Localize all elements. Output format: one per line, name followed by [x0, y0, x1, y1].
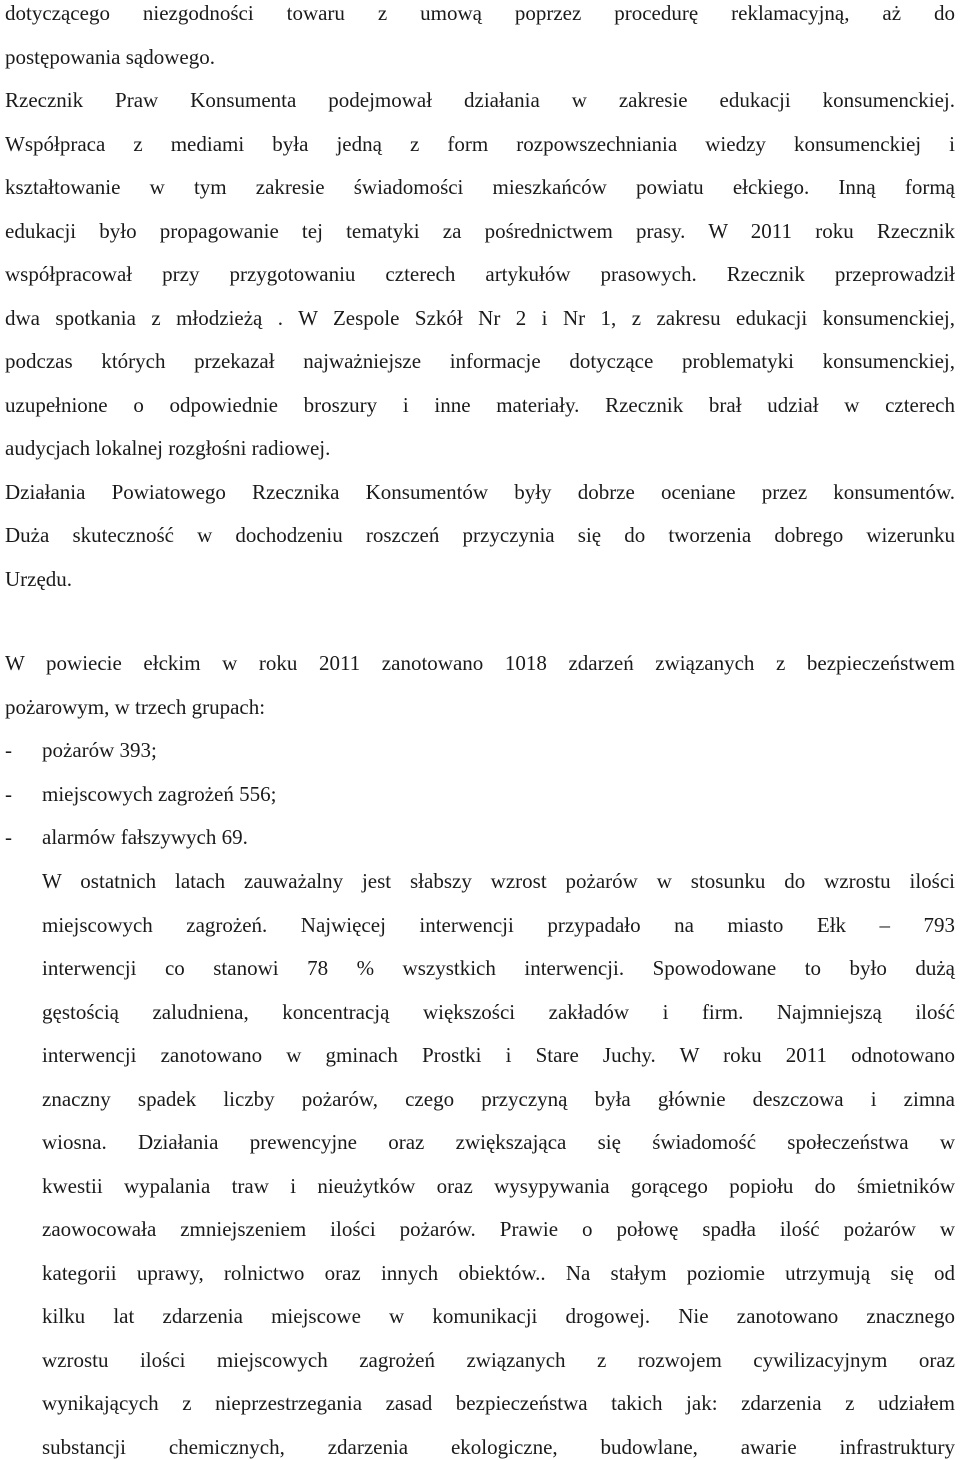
body-line: znaczny spadek liczby pożarów, czego przyczyną była głównie deszczowa i zimna — [42, 1086, 955, 1111]
body-line: kwestii wypalania traw i nieużytków oraz wysypywania gorącego popiołu do śmietników — [42, 1173, 955, 1198]
paragraph-line: postępowania sądowego. — [5, 44, 215, 69]
body-line: miejscowych zagrożeń. Najwięcej interwencji przypadało na miasto Ełk – 793 — [42, 912, 955, 937]
intro-line: pożarowym, w trzech grupach: — [5, 694, 266, 719]
paragraph-line: uzupełnione o odpowiednie broszury i inne materiały. Rzecznik brał udział w czterech — [5, 392, 955, 417]
paragraph-line: edukacji było propagowanie tej tematyki za pośrednictwem prasy. W 2011 roku Rzecznik — [5, 218, 955, 243]
body-line: interwencji zanotowano w gminach Prostki i Stare Juchy. W roku 2011 odnotowano — [42, 1043, 955, 1067]
list-item-text: pożarów 393; — [42, 738, 157, 762]
list-dash: - — [5, 738, 12, 762]
intro-line: W powiecie ełckim w roku 2011 zanotowano 1018 zdarzeń związanych z bezpieczeństwem — [5, 651, 955, 675]
body-line: wzrostu ilości miejscowych zagrożeń związanych z rozwojem cywilizacyjnym oraz — [42, 1347, 955, 1372]
paragraph-line: Współpraca z mediami była jedną z form rozpowszechniania wiedzy konsumenckiej i — [5, 131, 955, 156]
paragraph-line: dwa spotkania z młodzieżą . W Zespole Szkół Nr 2 i Nr 1, z zakresu edukacji konsumenckiej, — [5, 305, 955, 330]
paragraph-line: współpracował przy przygotowaniu czterech artykułów prasowych. Rzecznik przeprowadził — [5, 262, 955, 286]
paragraph-line: podczas których przekazał najważniejsze informacje dotyczące problematyki konsumenckiej, — [5, 349, 955, 373]
body-line: kategorii uprawy, rolnictwo oraz innych obiektów.. Na stałym poziomie utrzymują się od — [42, 1260, 955, 1285]
body-line: W ostatnich latach zauważalny jest słabszy wzrost pożarów w stosunku do wzrostu ilości — [42, 869, 955, 893]
list-item-text: miejscowych zagrożeń 556; — [42, 781, 277, 806]
paragraph-line: Urzędu. — [5, 566, 73, 591]
paragraph-line: Rzecznik Praw Konsumenta podejmował działania w zakresie edukacji konsumenckiej. — [5, 88, 955, 112]
paragraph-line: kształtowanie w tym zakresie świadomości mieszkańców powiatu ełckiego. Inną formą — [5, 175, 955, 199]
body-line: interwencji co stanowi 78 % wszystkich interwencji. Spowodowane to było dużą — [42, 956, 955, 980]
paragraph-line: Duża skuteczność w dochodzeniu roszczeń przyczynia się do tworzenia dobrego wizerunku — [5, 523, 955, 547]
body-line: zaowocowała zmniejszeniem ilości pożarów. Prawie o połowę spadła ilość pożarów w — [42, 1217, 955, 1241]
list-dash: - — [5, 825, 12, 849]
body-line: substancji chemicznych, zdarzenia ekologiczne, budowlane, awarie infrastruktury — [42, 1434, 955, 1459]
body-line: kilku lat zdarzenia miejscowe w komunikacji drogowej. Nie zanotowano znacznego — [42, 1304, 955, 1328]
paragraph-line: Działania Powiatowego Rzecznika Konsumentów były dobrze oceniane przez konsumentów. — [5, 479, 955, 504]
list-item-text: alarmów fałszywych 69. — [42, 825, 248, 849]
body-line: wynikających z nieprzestrzegania zasad bezpieczeństwa takich jak: zdarzenia z udziałem — [42, 1391, 955, 1415]
body-line: gęstością zaludniena, koncentracją większości zakładów i firm. Najmniejszą ilość — [42, 999, 955, 1024]
body-line: wiosna. Działania prewencyjne oraz zwiększająca się świadomość społeczeństwa w — [42, 1130, 955, 1154]
paragraph-line: audycjach lokalnej rozgłośni radiowej. — [5, 436, 331, 460]
list-dash: - — [5, 781, 12, 806]
paragraph-line: dotyczącego niezgodności towaru z umową poprzez procedurę reklamacyjną, aż do — [5, 1, 955, 25]
